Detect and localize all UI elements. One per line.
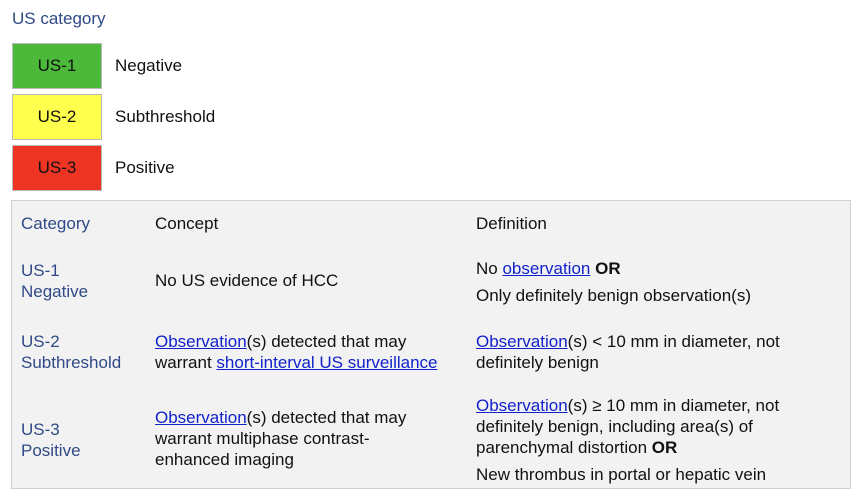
legend-swatch-us1: US-1 <box>12 43 102 89</box>
legend-item-us2 <box>12 94 215 140</box>
row3-concept-text: (s) detected that may <box>246 408 407 427</box>
legend-label-us2: Subthreshold <box>115 107 216 126</box>
or-keyword: OR <box>595 259 621 278</box>
legend-label-us1: Negative <box>115 56 183 75</box>
row3-category <box>21 419 81 461</box>
short-interval-surveillance-link[interactable]: short-interval US surveillance <box>216 353 438 372</box>
observation-link[interactable]: Observation <box>155 408 247 427</box>
row2-concept <box>155 331 438 373</box>
row1-definition-prefix: No <box>476 259 503 278</box>
row1-category-label: Negative <box>21 282 89 301</box>
row3-concept-line3: enhanced imaging <box>155 450 294 469</box>
observation-link[interactable]: Observation <box>476 396 568 415</box>
legend-item-us1 <box>12 43 182 89</box>
or-keyword: OR <box>651 438 678 457</box>
row2-category <box>21 331 121 373</box>
observation-link[interactable]: observation <box>502 259 591 278</box>
row1-definition-line1 <box>476 258 621 279</box>
legend-swatch-us3: US-3 <box>12 145 102 191</box>
row1-concept: No US evidence of HCC <box>155 271 339 290</box>
row2-definition-line2: definitely benign <box>476 353 599 372</box>
row3-definition-line3: parenchymal distortion <box>476 438 652 457</box>
row2-concept-text: (s) detected that may <box>246 332 407 351</box>
row2-category-label: Subthreshold <box>21 353 122 372</box>
row3-definition-line4: New thrombus in portal or hepatic vein <box>476 465 767 484</box>
row3-definition-text: (s) ≥ 10 mm in diameter, not <box>567 396 780 415</box>
section-title: US category <box>12 9 106 28</box>
row2-concept-prefix: warrant <box>155 353 217 372</box>
row1-category-code: US-1 <box>21 261 60 280</box>
row2-category-code: US-2 <box>21 332 60 351</box>
row1-definition-line2: Only definitely benign observation(s) <box>476 286 751 305</box>
observation-link[interactable]: Observation <box>155 332 247 351</box>
header-concept: Concept <box>155 214 219 233</box>
header-definition: Definition <box>476 214 547 233</box>
row3-definition-line2: definitely benign, including area(s) of <box>476 417 753 436</box>
row3-category-code: US-3 <box>21 420 60 439</box>
row3-definition <box>476 395 779 485</box>
row2-definition <box>476 331 780 373</box>
row3-concept <box>155 407 406 470</box>
category-table <box>11 200 851 489</box>
row2-definition-text: (s) < 10 mm in diameter, not <box>567 332 780 351</box>
legend-label-us3: Positive <box>115 158 175 177</box>
legend-swatch-us2: US-2 <box>12 94 102 140</box>
row3-category-label: Positive <box>21 441 81 460</box>
header-category: Category <box>21 214 90 233</box>
row3-concept-line2: warrant multiphase contrast- <box>155 429 370 448</box>
row1-category <box>21 260 88 302</box>
observation-link[interactable]: Observation <box>476 332 568 351</box>
legend-item-us3 <box>12 145 175 191</box>
